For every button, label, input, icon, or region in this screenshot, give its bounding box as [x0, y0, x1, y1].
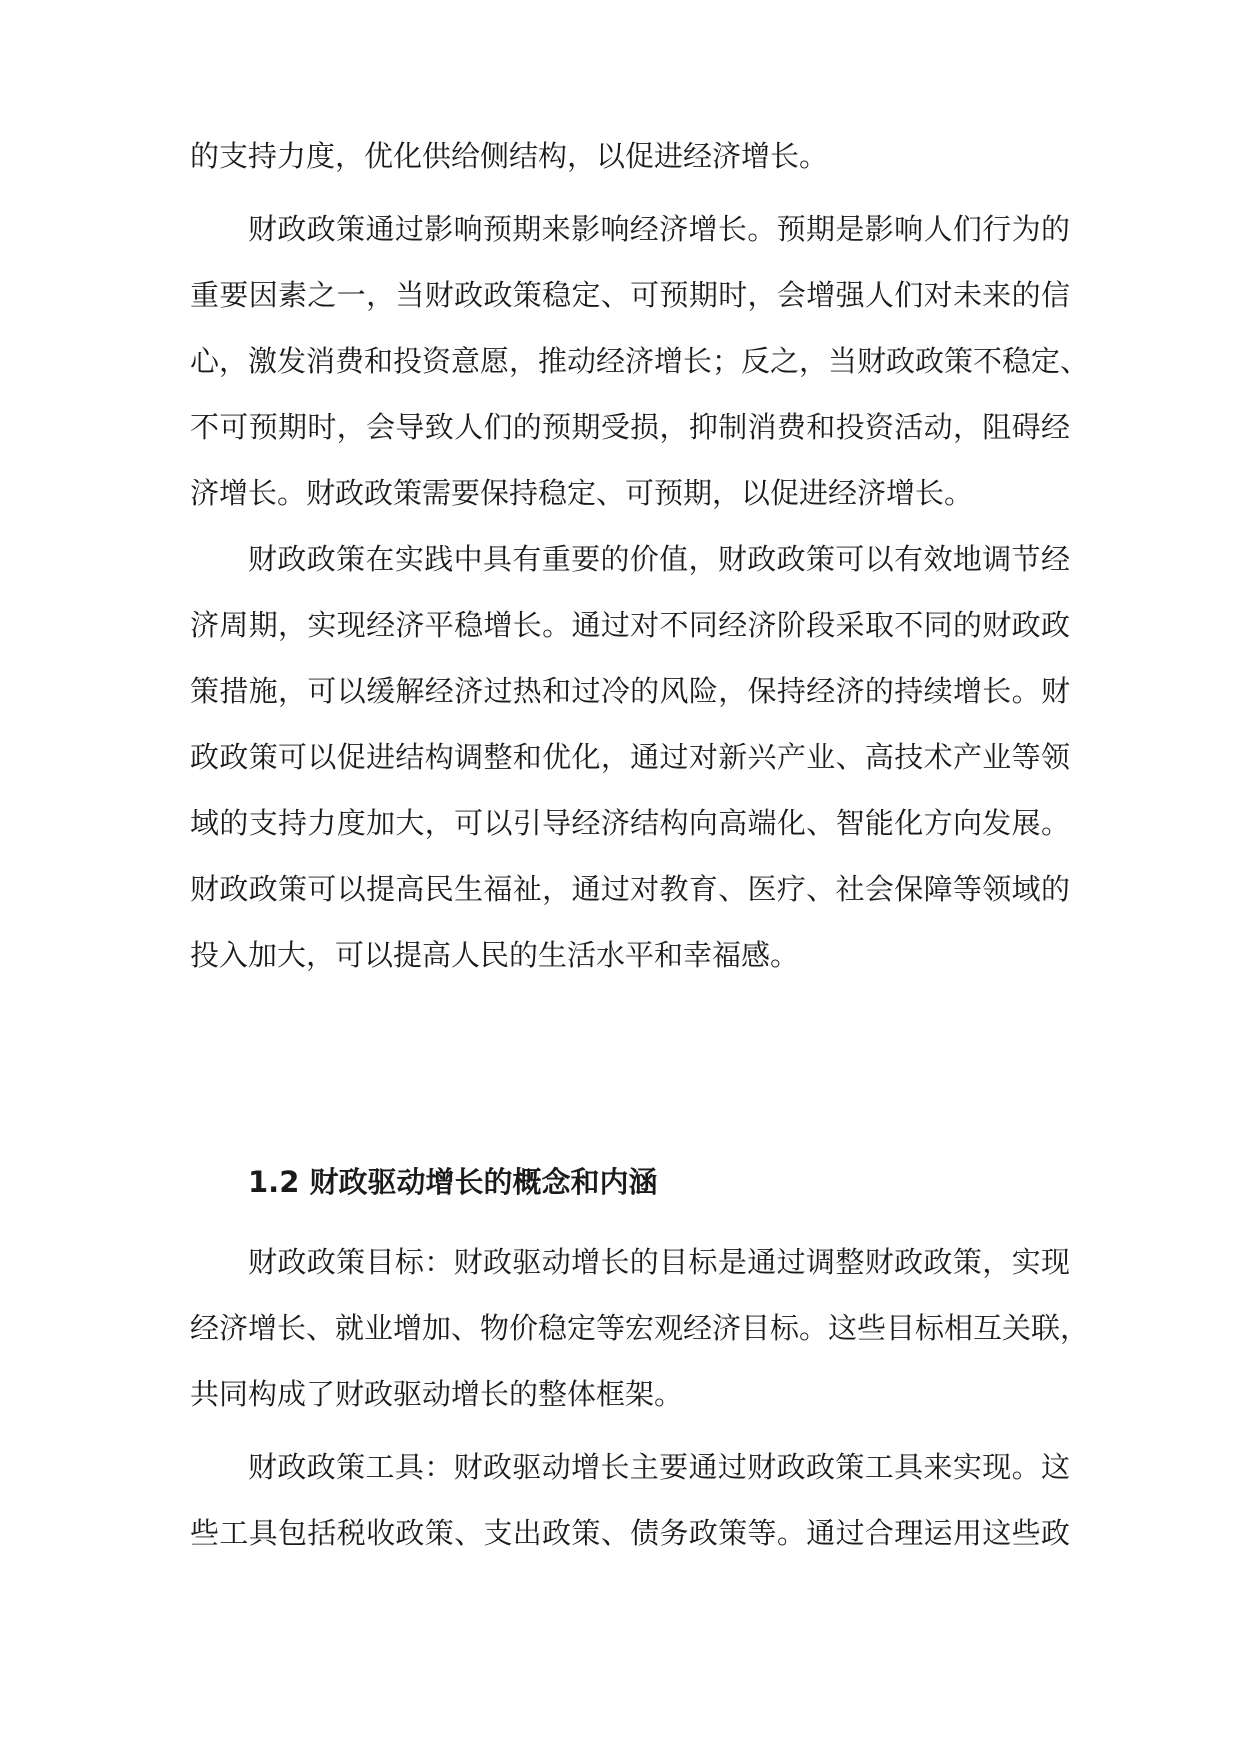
paragraph-line: 投入加大，可以提高人民的生活水平和幸福感。 [190, 938, 800, 972]
paragraph-line: 政政策可以促进结构调整和优化，通过对新兴产业、高技术产业等领 [190, 740, 1070, 774]
paragraph-line: 的支持力度，优化供给侧结构，以促进经济增长。 [190, 139, 829, 173]
paragraph-line: 不可预期时，会导致人们的预期受损，抑制消费和投资活动，阻碍经 [190, 410, 1070, 444]
section-heading: 1.2 财政驱动增长的概念和内涵 [248, 1165, 658, 1199]
paragraph-line: 心，激发消费和投资意愿，推动经济增长；反之，当财政政策不稳定、 [190, 344, 1090, 378]
paragraph-line: 财政政策通过影响预期来影响经济增长。预期是影响人们行为的 [248, 212, 1070, 246]
paragraph-line: 财政政策在实践中具有重要的价值，财政政策可以有效地调节经 [248, 542, 1070, 576]
paragraph-line: 财政政策工具：财政驱动增长主要通过财政政策工具来实现。这 [248, 1450, 1070, 1484]
paragraph-line: 济增长。财政政策需要保持稳定、可预期，以促进经济增长。 [190, 476, 974, 510]
paragraph-line: 济周期，实现经济平稳增长。通过对不同经济阶段采取不同的财政政 [190, 608, 1070, 642]
paragraph-line: 财政政策目标：财政驱动增长的目标是通过调整财政政策，实现 [248, 1245, 1070, 1279]
paragraph-line: 域的支持力度加大，可以引导经济结构向高端化、智能化方向发展。 [190, 806, 1070, 840]
paragraph-line: 财政政策可以提高民生福祉，通过对教育、医疗、社会保障等领域的 [190, 872, 1070, 906]
paragraph-line: 策措施，可以缓解经济过热和过冷的风险，保持经济的持续增长。财 [190, 674, 1070, 708]
paragraph-line: 些工具包括税收政策、支出政策、债务政策等。通过合理运用这些政 [190, 1516, 1070, 1550]
paragraph-line: 共同构成了财政驱动增长的整体框架。 [190, 1377, 684, 1411]
paragraph-line: 重要因素之一，当财政政策稳定、可预期时，会增强人们对未来的信 [190, 278, 1070, 312]
paragraph-line: 经济增长、就业增加、物价稳定等宏观经济目标。这些目标相互关联， [190, 1311, 1090, 1345]
